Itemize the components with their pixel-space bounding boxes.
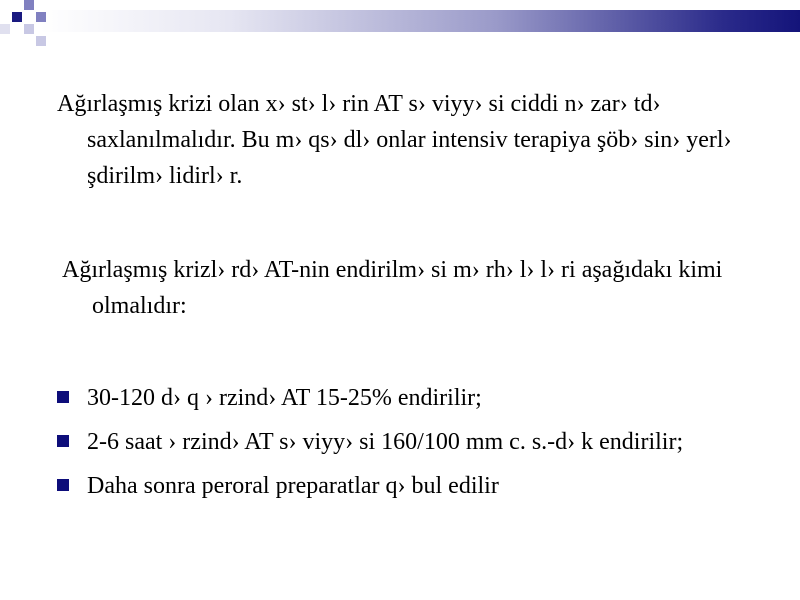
deco-square-dark [12, 12, 22, 22]
list-item [0, 424, 737, 460]
list-item [0, 468, 737, 504]
deco-square-mid [36, 12, 46, 22]
deco-square-light [36, 36, 46, 46]
list-item-text: Daha sonra peroral preparatlar q› bul edilir [87, 473, 499, 499]
deco-square-mid [24, 0, 34, 10]
deco-square-light [0, 24, 10, 34]
paragraph-bp-reduction-stages: Ağırlaşmış krizl› rd› AT-nin endirilm› si m› rh› l› l› ri aşağıdakı kimi olmalıdır: [62, 257, 723, 319]
list-item-text: 2-6 saat › rzind› AT s› viyy› si 160/100 mm c. s.-d› k endirilir; [87, 429, 684, 455]
list-item [0, 380, 737, 416]
bullet-list [0, 380, 800, 512]
paragraph-crisis-patients: Ağırlaşmış krizi olan x› st› l› rin AT s› viyy› si ciddi n› zar› td› saxlanılmalıdır. Bu m› qs› dl› onlar intensiv terapiya şöb› sin› yerl› şdirilm› lidirl› r. [57, 91, 732, 189]
deco-square-light [24, 24, 34, 34]
header-decoration [0, 0, 800, 48]
square-bullet-icon [57, 391, 69, 403]
square-bullet-icon [57, 435, 69, 447]
header-gradient-bar [40, 10, 800, 32]
square-bullet-icon [57, 479, 69, 491]
list-item-text: 30-120 d› q › rzind› AT 15-25% endirilir; [87, 385, 482, 411]
